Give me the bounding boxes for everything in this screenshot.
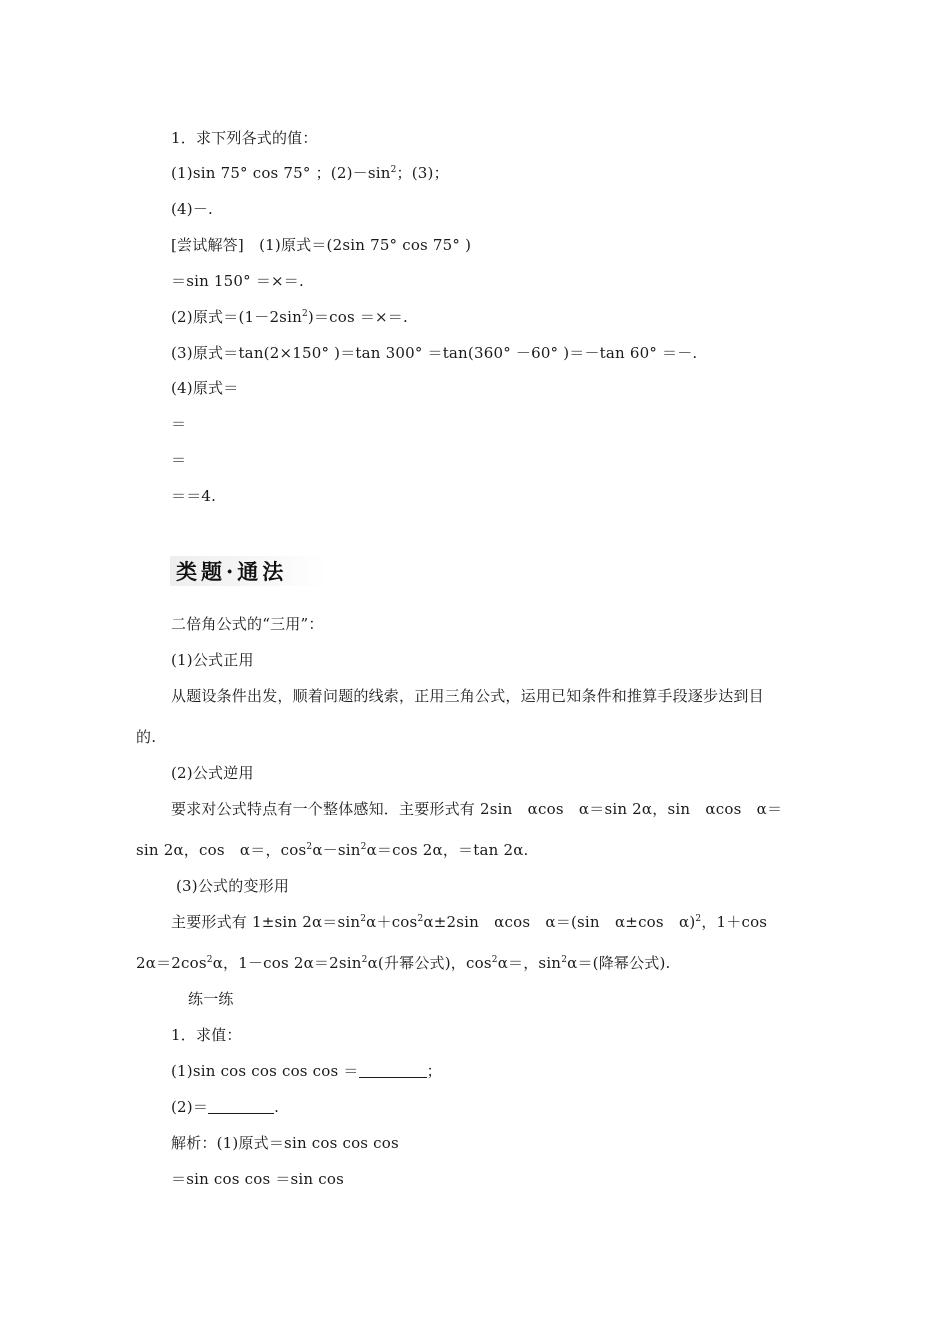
usage-2-text-cont: sin 2α，cos α＝，$\cos^2\alpha-\sin^2\alpha=\cos$ 2α，＝tan 2α. bbox=[136, 841, 529, 859]
section-title-badge bbox=[170, 556, 326, 586]
usage-1-text-cont: 的. bbox=[136, 728, 157, 746]
practice-item-2: (2)＝ . bbox=[171, 1098, 280, 1116]
usage-3-heading: (3)公式的变形用 bbox=[176, 877, 290, 895]
answer-blank-1 bbox=[359, 1063, 427, 1078]
analysis-line-1: 解析：(1)原式＝sin cos cos cos bbox=[171, 1134, 399, 1152]
practice-question: 1．求值： bbox=[171, 1026, 242, 1044]
usage-2-heading: (2)公式逆用 bbox=[171, 764, 254, 782]
solution-line-7: ＝ bbox=[171, 451, 187, 469]
problem-items-1-3: (1)sin 75° cos 75° ；$(2)-\sin^2$；(3)； bbox=[171, 164, 449, 182]
usage-1-heading: (1)公式正用 bbox=[171, 651, 254, 669]
practice-heading: 练一练 bbox=[188, 990, 234, 1008]
usage-3-text-cont: $2\alpha=2\cos^2\alpha$，1－cos $2\alpha=2\sin^2\alpha$(升幂公式)，$\cos^2\alpha=$，$\sin^2\alpha=$(降幂公式). bbox=[136, 954, 671, 972]
solution-line-6: ＝ bbox=[171, 415, 187, 433]
summary-intro: 二倍角公式的“三用”： bbox=[171, 615, 324, 633]
answer-blank-2 bbox=[208, 1099, 274, 1114]
solution-line-2: ＝sin 150° ＝×＝. bbox=[171, 272, 304, 290]
solution-line-1: [尝试解答] (1)原式＝(2sin 75° cos 75° ) bbox=[171, 236, 472, 254]
usage-3-text: 主要形式有 1±sin $2\alpha=\sin^2\alpha+\cos^2\alpha\pm 2\sin$ αcos α＝(sin α±cos α)$^2$，1＋cos bbox=[171, 913, 768, 931]
solution-line-5: (4)原式＝ bbox=[171, 379, 239, 397]
solution-line-8: ＝＝4. bbox=[171, 487, 217, 505]
section-title: 类题·通法 bbox=[176, 559, 288, 584]
solution-line-3: (2)原式$=(1-2\sin^2)=\cos$ ＝×＝. bbox=[171, 308, 408, 326]
problem-heading: 1．求下列各式的值： bbox=[171, 129, 318, 147]
usage-2-text: 要求对公式特点有一个整体感知．主要形式有 2sin αcos α＝sin 2α，sin αcos α＝ bbox=[171, 800, 783, 818]
practice-item-1: (1)sin cos cos cos cos ＝ ； bbox=[171, 1062, 442, 1080]
problem-item-4: (4)－. bbox=[171, 200, 214, 218]
solution-line-4: (3)原式＝tan(2×150° )＝tan 300° ＝tan(360° －60° )＝－tan 60° ＝－. bbox=[171, 344, 698, 362]
analysis-line-2: ＝sin cos cos ＝sin cos bbox=[171, 1170, 344, 1188]
usage-1-text: 从题设条件出发，顺着问题的线索，正用三角公式，运用已知条件和推算手段逐步达到目 bbox=[171, 687, 764, 705]
